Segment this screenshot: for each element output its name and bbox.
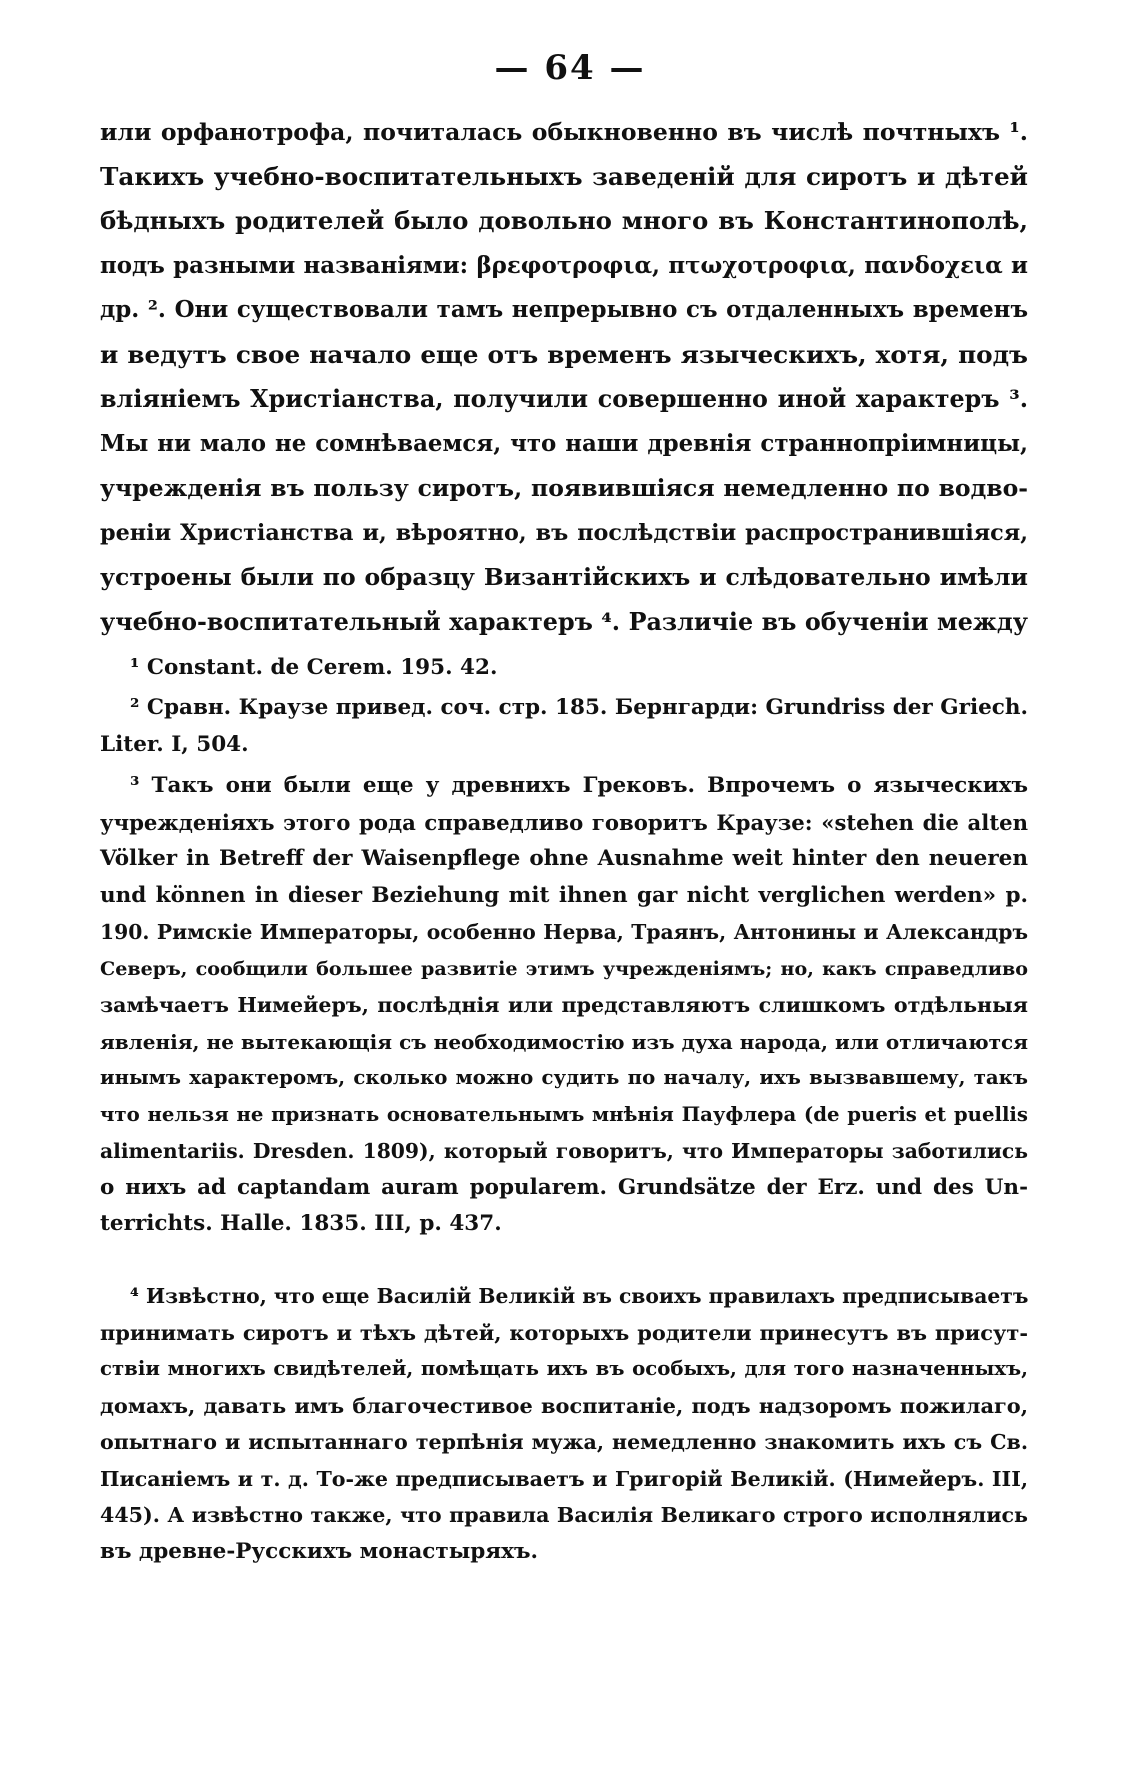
footnote-line: ³ Такъ они были еще у древнихъ Грековъ. Впрочемъ о языческихъ	[130, 773, 1028, 798]
text-line: Такихъ учебно-воспитательныхъ заведеній для сиротъ и дѣтей	[100, 161, 1028, 191]
footnote-line: terrichts. Halle. 1835. III, p. 437.	[100, 1211, 502, 1236]
text-line: учрежденія въ пользу сиротъ, появившіяся немедленно по водво-	[100, 474, 1028, 502]
footnote-line: явленія, не вытекающія съ необходимостію изъ духа народа, или отличаются	[100, 1029, 1028, 1054]
footnote-line: ствіи многихъ свидѣтелей, помѣщать ихъ въ особыхъ, для того назначенныхъ,	[100, 1357, 1028, 1380]
main-text	[100, 110, 1028, 644]
footnote-line: учрежденіяхъ этого рода справедливо говоритъ Краузе: «stehen die alten	[100, 809, 1028, 835]
footnote-line: alimentariis. Dresden. 1809), который говоритъ, что Императоры заботились	[100, 1139, 1028, 1163]
footnote-line: опытнаго и испытаннаго терпѣнія мужа, немедленно знакомить ихъ съ Св.	[100, 1430, 1028, 1454]
footnote-line: въ древне-Русскихъ монастыряхъ.	[100, 1538, 538, 1564]
footnote-line: домахъ, давать имъ благочестивое воспитаніе, подъ надзоромъ пожилаго,	[100, 1392, 1028, 1418]
text-line: др. ². Они существовали тамъ непрерывно съ отдаленныхъ временъ	[100, 296, 1028, 323]
footnote-line: Völker in Betreff der Waisenpflege ohne Ausnahme weit hinter den neueren	[100, 846, 1028, 871]
footnote-line: ¹ Constant. de Cerem. 195. 42.	[130, 655, 498, 680]
text-line: учебно-воспитательный характеръ ⁴. Различіе въ обученіи между	[100, 607, 1028, 636]
text-line: и ведутъ свое начало еще отъ временъ языческихъ, хотя, подъ	[100, 339, 1028, 369]
text-line: или орфанотрофа, почиталась обыкновенно въ числѣ почтныхъ ¹.	[100, 118, 1028, 146]
footnote-line: Северъ, сообщили большее развитіе этимъ учрежденіямъ; но, какъ справедливо	[100, 956, 1028, 980]
text-line: вліяніемъ Христіанства, получили совершенно иной характеръ ³.	[100, 385, 1028, 413]
footnote-2	[100, 690, 1028, 763]
footnote-4	[100, 1278, 1028, 1570]
footnote-line: Писаніемъ и т. д. То-же предписываетъ и Григорій Великій. (Нимейеръ. III,	[100, 1466, 1028, 1491]
footnote-line: что нельзя не признать основательнымъ мнѣнія Пауфлера (de pueris et puellis	[100, 1102, 1028, 1126]
footnote-line: 190. Римскіе Императоры, особенно Нерва, Траянъ, Антонины и Александръ	[100, 920, 1028, 944]
text-line: устроены были по образцу Византійскихъ и слѣдовательно имѣли	[100, 563, 1028, 591]
footnote-line: принимать сиротъ и тѣхъ дѣтей, которыхъ родители принесутъ въ присут-	[100, 1319, 1028, 1345]
footnote-line: замѣчаетъ Нимейеръ, послѣднія или представляютъ слишкомъ отдѣльныя	[100, 993, 1028, 1017]
footnote-1	[100, 650, 1028, 687]
footnote-line: о нихъ ad captandam auram popularem. Grundsätze der Erz. und des Un-	[100, 1174, 1028, 1200]
text-line: бѣдныхъ родителей было довольно много въ Константинополѣ,	[100, 206, 1028, 235]
text-line: Мы ни мало не сомнѣваемся, что наши древнія страннопріимницы,	[100, 429, 1028, 457]
text-line: подъ разными названіями: βρεφοτροφια, πτωχοτροφια, πανδοχεια и	[100, 251, 1028, 279]
text-line: реніи Христіанства и, вѣроятно, въ послѣдствіи распространившіяся,	[100, 519, 1028, 546]
footnote-line: ² Сравн. Краузе привед. соч. стр. 185. Бернгарди: Grundriss der Griech.	[130, 695, 1028, 720]
footnote-line: und können in dieser Beziehung mit ihnen gar nicht verglichen werden» p.	[100, 882, 1028, 908]
footnote-line: Liter. I, 504.	[100, 731, 249, 757]
footnote-3	[100, 768, 1028, 1243]
footnote-line: инымъ характеромъ, сколько можно судить по началу, ихъ вызвавшему, такъ	[100, 1066, 1028, 1089]
footnote-line: 445). А извѣстно также, что правила Василія Великаго строго исполнялись	[100, 1503, 1028, 1527]
page-number: — 64 —	[494, 48, 646, 88]
footnote-line: ⁴ Извѣстно, что еще Василій Великій въ своихъ правилахъ предписываетъ	[130, 1284, 1029, 1308]
